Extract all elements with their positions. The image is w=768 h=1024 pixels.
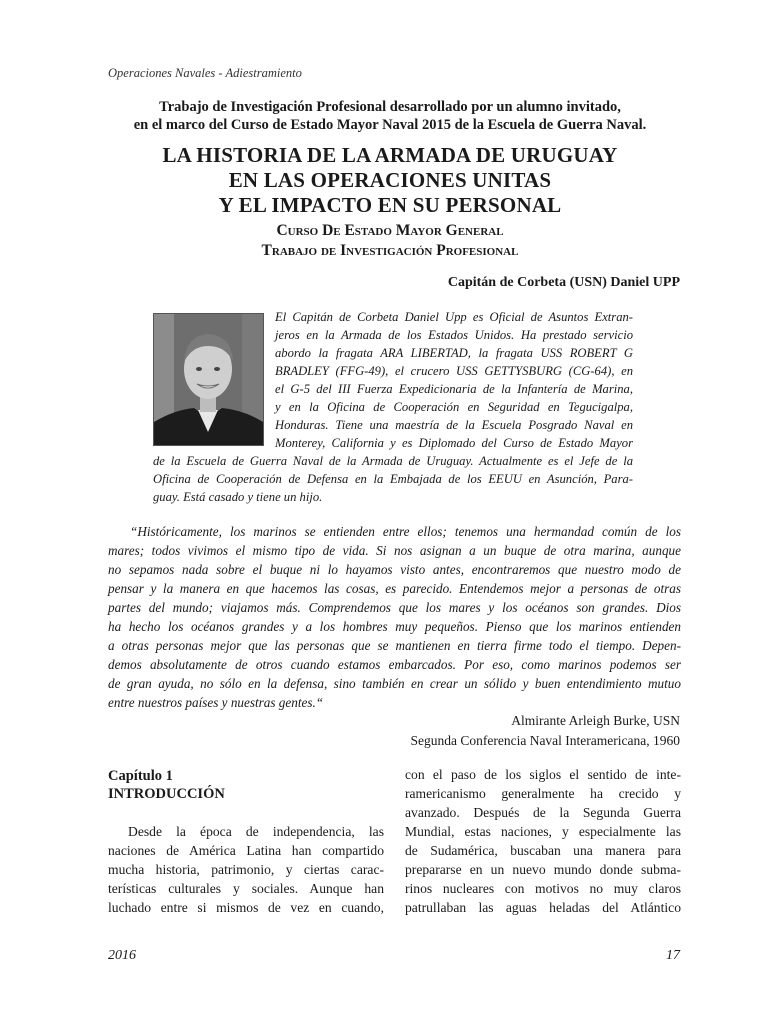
running-head: Operaciones Navales - Adiestramiento [108,66,302,80]
title-line: LA HISTORIA DE LA ARMADA DE URUGUAY [162,143,618,167]
portrait-illustration [154,314,263,445]
author-name: Capitán de Corbeta (USN) Daniel UPP [447,275,680,290]
chapter-label: Capítulo 1 [108,768,173,784]
right-column-line: rinos nucleares con motivos no muy claros [405,881,681,896]
quote-line: mares; todos vivimos el mismo tipo de vida. Si nos asignan a un buque de otra marina, aunque [108,543,681,558]
quote-line: demos absolutamente de otros cuando estamos embarcados. Por eso, como marinos podemos ser [108,657,681,672]
quote-source: Segunda Conferencia Naval Interamericana, 1960 [410,733,680,748]
bio-line: Oficina de Cooperación de Defensa en la Embajada de los EEUU en Asunción, Para- [153,472,633,486]
bio-line: El Capitán de Corbeta Daniel Upp es Oficial de Asuntos Extran- [275,310,633,324]
bio-line: Monterey, California y es Diplomado del Curso de Estado Mayor [275,436,633,450]
author-portrait [153,313,264,446]
quote-line: “Históricamente, los marinos se entienden entre ellos; tenemos una hermandad común de los [130,524,681,539]
intro-line: Trabajo de Investigación Profesional desarrollado por un alumno invitado, [159,99,621,115]
quote-line: de gran ayuda, no sólo en la defensa, sino también en crear un sólido y buen entendimiento mutuo [108,676,681,691]
page-number: 17 [666,948,680,963]
title-line: Y EL IMPACTO EN SU PERSONAL [218,193,562,217]
quote-line: entre nuestros países y nuestras gentes.“ [108,695,324,710]
left-column-line: luchado entre si mismos de vez en cuando, [108,900,384,915]
subtitle-line: Curso De Estado Mayor General [276,222,504,239]
bio-line: de la Escuela de Guerra Naval de la Armada de Uruguay. Actualmente es el Jefe de la [153,454,633,468]
quote-line: no sepamos nada sobre el buque ni lo hayamos visto antes, encontraremos que nuestro modo de [108,562,681,577]
bio-line: el G-5 del III Fuerza Expedicionaria de la Infantería de Marina, [275,382,633,396]
bio-line: jeros en la Armada de los Estados Unidos. Ha prestado servicio [275,328,633,342]
quote-line: pensar y la manera en que hacemos las cosas, es parecido. Entendemos mejor a personas de otras [108,581,681,596]
bio-line: abordo la fragata ARA LIBERTAD, la fragata USS ROBERT G [275,346,633,360]
right-column-line: patrullaban las aguas heladas del Atlántico [405,900,681,915]
quote-line: a otras personas mejor que las personas que se mantienen en tierra firme todo el tiempo. Depen- [108,638,681,653]
intro-line: en el marco del Curso de Estado Mayor Naval 2015 de la Escuela de Guerra Naval. [133,117,647,133]
subtitle-line: Trabajo de Investigación Profesional [261,242,519,259]
chapter-title: INTRODUCCIÓN [108,786,225,802]
right-column-line: ramericanismo generalmente ha crecido y [405,786,681,801]
right-column-line: Mundial, estas naciones, y especialmente las [405,824,681,839]
left-column-line: Desde la época de independencia, las [128,824,384,839]
right-column-line: prepararse en un nuevo mundo donde subma- [405,862,681,877]
left-column-line: mucha historia, patrimonio, y ciertas carac- [108,862,384,877]
folio-year: 2016 [108,948,136,963]
right-column-line: de Sudamérica, buscaban una manera para [405,843,681,858]
quote-line: partes del mundo; viajamos más. Comprendemos que los mares y los océanos son grandes. Dios [108,600,681,615]
title-line: EN LAS OPERACIONES UNITAS [228,168,552,192]
right-column-line: avanzado. Después de la Segunda Guerra [405,805,681,820]
bio-line: Honduras. Tiene una maestría de la Escuela Posgrado Naval en [275,418,633,432]
quote-attribution: Almirante Arleigh Burke, USN [511,713,680,728]
bio-line: guay. Está casado y tiene un hijo. [153,490,323,504]
left-column-line: naciones de América Latina han compartido [108,843,384,858]
quote-line: ha hecho los océanos grandes y a los hombres muy pequeños. Pienso que los marinos entienden [108,619,681,634]
bio-line: BRADLEY (FFG-49), el crucero USS GETTYSBURG (CG-64), en [275,364,633,378]
bio-line: y en la Oficina de Cooperación en Seguridad en Tegucigalpa, [275,400,633,414]
left-column-line: terísticas culturales y sociales. Aunque han [108,881,384,896]
right-column-line: con el paso de los siglos el sentido de inte- [405,767,681,782]
